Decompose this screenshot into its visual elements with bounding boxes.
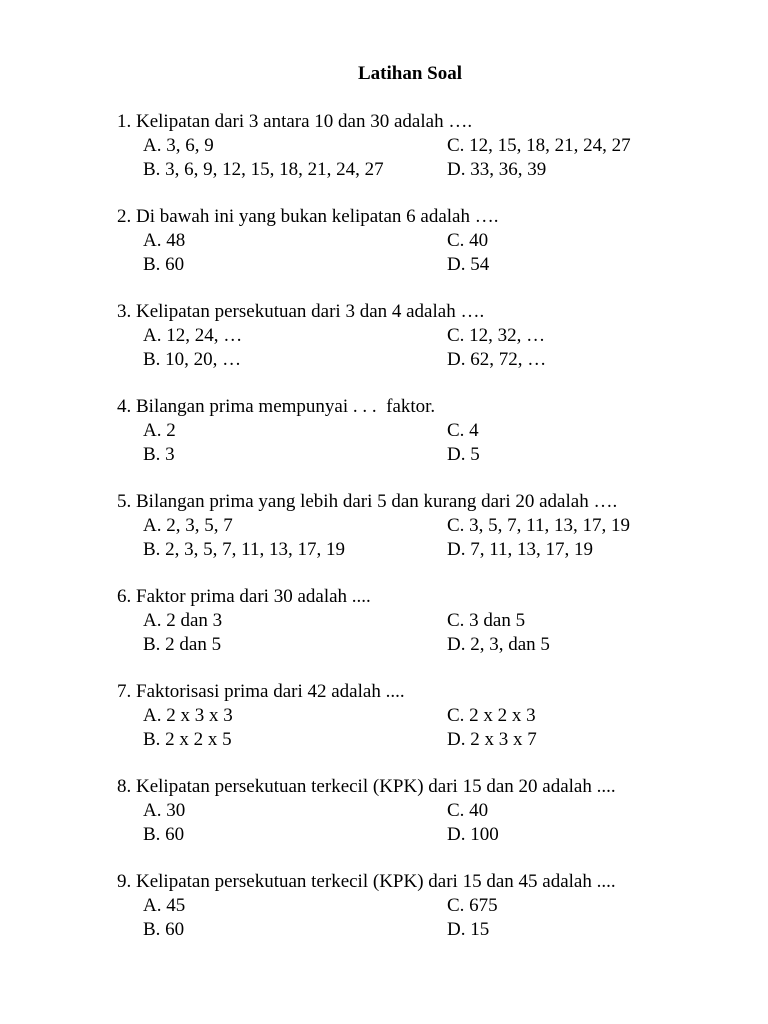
question-text: 7. Faktorisasi prima dari 42 adalah .... <box>117 681 405 702</box>
option-d: D. 2, 3, dan 5 <box>447 634 550 655</box>
question-7 <box>117 680 757 775</box>
page-title: Latihan Soal <box>357 63 462 84</box>
option-a: A. 48 <box>143 230 186 251</box>
question-text: 8. Kelipatan persekutuan terkecil (KPK) dari 15 dan 20 adalah .... <box>117 776 616 797</box>
option-a: A. 45 <box>143 895 186 916</box>
question-list <box>117 110 757 965</box>
option-b: B. 60 <box>143 824 185 845</box>
option-b: B. 60 <box>143 919 185 940</box>
question-6 <box>117 585 757 680</box>
option-a: A. 3, 6, 9 <box>143 135 214 156</box>
option-c: C. 3, 5, 7, 11, 13, 17, 19 <box>447 515 630 536</box>
option-d: D. 2 x 3 x 7 <box>447 729 537 750</box>
option-b: B. 3 <box>143 444 175 465</box>
option-c: C. 4 <box>447 420 479 441</box>
question-text: 9. Kelipatan persekutuan terkecil (KPK) dari 15 dan 45 adalah .... <box>117 871 616 892</box>
option-b: B. 3, 6, 9, 12, 15, 18, 21, 24, 27 <box>143 159 384 180</box>
question-text: 5. Bilangan prima yang lebih dari 5 dan kurang dari 20 adalah …. <box>117 491 618 512</box>
question-8 <box>117 775 757 870</box>
option-a: A. 12, 24, … <box>143 325 243 346</box>
question-4 <box>117 395 757 490</box>
option-c: C. 3 dan 5 <box>447 610 526 631</box>
option-a: A. 2 <box>143 420 176 441</box>
option-a: A. 30 <box>143 800 186 821</box>
question-5 <box>117 490 757 585</box>
question-3 <box>117 300 757 395</box>
option-a: A. 2 dan 3 <box>143 610 223 631</box>
option-c: C. 40 <box>447 800 489 821</box>
option-a: A. 2 x 3 x 3 <box>143 705 233 726</box>
option-a: A. 2, 3, 5, 7 <box>143 515 233 536</box>
question-9 <box>117 870 757 965</box>
question-text: 1. Kelipatan dari 3 antara 10 dan 30 adalah …. <box>117 111 473 132</box>
question-text: 6. Faktor prima dari 30 adalah .... <box>117 586 371 607</box>
option-d: D. 5 <box>447 444 480 465</box>
option-b: B. 60 <box>143 254 185 275</box>
option-c: C. 40 <box>447 230 489 251</box>
option-b: B. 2 x 2 x 5 <box>143 729 232 750</box>
option-c: C. 12, 32, … <box>447 325 546 346</box>
option-b: B. 10, 20, … <box>143 349 242 370</box>
option-d: D. 33, 36, 39 <box>447 159 547 180</box>
option-c: C. 2 x 2 x 3 <box>447 705 536 726</box>
option-d: D. 62, 72, … <box>447 349 547 370</box>
question-text: 4. Bilangan prima mempunyai . . . faktor. <box>117 396 436 417</box>
option-d: D. 100 <box>447 824 499 845</box>
option-b: B. 2, 3, 5, 7, 11, 13, 17, 19 <box>143 539 345 560</box>
option-d: D. 54 <box>447 254 490 275</box>
question-1 <box>117 110 757 205</box>
question-text: 2. Di bawah ini yang bukan kelipatan 6 adalah …. <box>117 206 499 227</box>
question-text: 3. Kelipatan persekutuan dari 3 dan 4 adalah …. <box>117 301 485 322</box>
option-d: D. 15 <box>447 919 490 940</box>
option-c: C. 675 <box>447 895 498 916</box>
question-2 <box>117 205 757 300</box>
option-d: D. 7, 11, 13, 17, 19 <box>447 539 594 560</box>
option-b: B. 2 dan 5 <box>143 634 222 655</box>
option-c: C. 12, 15, 18, 21, 24, 27 <box>447 135 631 156</box>
